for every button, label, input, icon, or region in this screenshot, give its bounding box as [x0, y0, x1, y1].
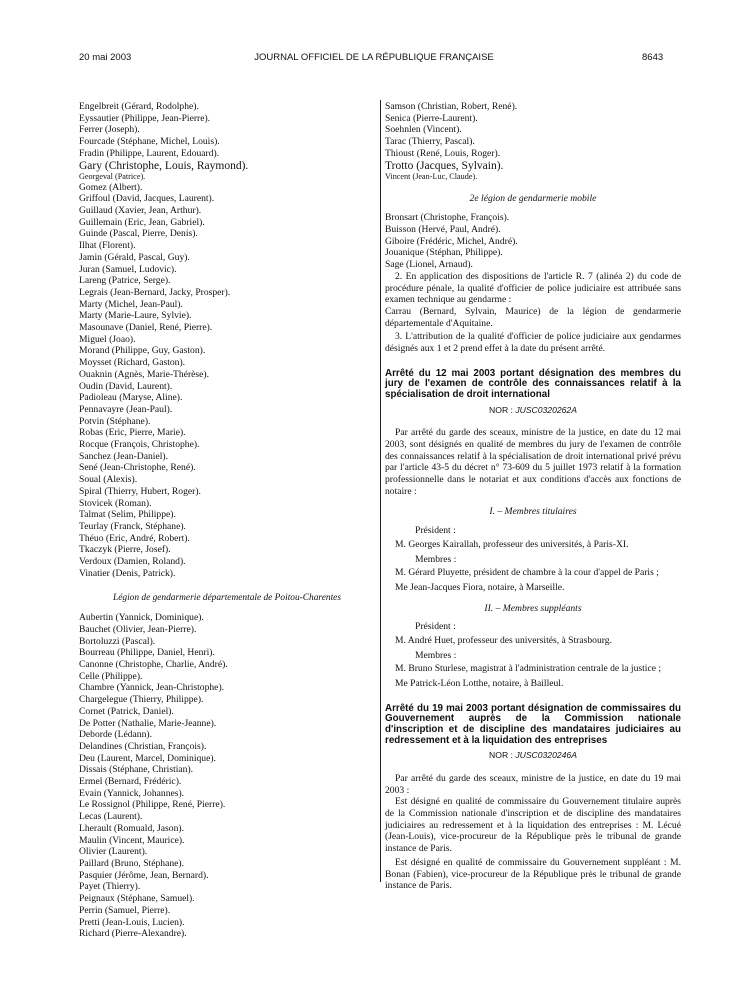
name-entry: Senica (Pierre-Laurent).: [385, 112, 478, 124]
s2-president-label: Président :: [415, 621, 456, 633]
arrete-2-para-2: Est désigné en qualité de commissaire du Gouvernement titulaire auprès de la Commission nationale d'inscription et de discipline des mandataires judiciaires au redressement et à la liquidation des entreprises : M. Lécué (Jean-Louis), vice-procureur de la République près le tribunal de grande instance de Paris.: [385, 796, 681, 855]
name-entry: Perrin (Samuel, Pierre).: [79, 904, 171, 916]
name-entry: Georgeval (Patrice).: [79, 172, 146, 182]
name-entry: Marty (Marie-Laure, Sylvie).: [79, 310, 192, 322]
nor-code: JUSC0320246A: [515, 750, 577, 761]
name-entry: Sanchez (Jean-Daniel).: [79, 450, 168, 462]
name-entry: Talmat (Selim, Philippe).: [79, 509, 176, 521]
name-entry: Cornet (Patrick, Daniel).: [79, 705, 174, 717]
name-entry: Ferrer (Joseph).: [79, 124, 140, 136]
name-entry: Soual (Alexis).: [79, 474, 138, 486]
name-entry: Théuo (Eric, André, Robert).: [79, 532, 190, 544]
name-entry: Evain (Yannick, Johannes).: [79, 787, 185, 799]
name-entry: Morand (Philippe, Guy, Gaston).: [79, 345, 206, 357]
name-entry: Giboire (Frédéric, Michel, André).: [385, 235, 518, 247]
name-entry: Fradin (Philippe, Laurent, Edouard).: [79, 147, 220, 159]
name-entry: Pasquier (Jérôme, Jean, Bernard).: [79, 869, 209, 881]
name-entry: Paillard (Bruno, Stéphane).: [79, 857, 184, 869]
s2-members-label: Membres :: [415, 649, 457, 661]
section-membres-titulaires-label: I. – Membres titulaires: [489, 506, 577, 518]
header-journal-title: JOURNAL OFFICIEL DE LA RÉPUBLIQUE FRANÇAISE: [254, 52, 494, 63]
arrete-2-para-1: Par arrêté du garde des sceaux, ministre de la justice, en date du 19 mai 2003 :: [385, 772, 681, 796]
name-entry: Tarac (Thierry, Pascal).: [385, 136, 475, 148]
name-entry: Jamin (Gérald, Pascal, Guy).: [79, 251, 190, 263]
name-entry: Masounave (Daniel, René, Pierre).: [79, 322, 213, 334]
section-membres-suppleants-label: II. – Membres suppléants: [484, 602, 582, 614]
name-entry: Richard (Pierre-Alexandre).: [79, 928, 187, 940]
name-entry: Jouanique (Stéphan, Philippe).: [385, 247, 503, 259]
name-entry: Chargelegue (Thierry, Philippe).: [79, 694, 204, 706]
name-entry: Peignaux (Stéphane, Samuel).: [79, 893, 195, 905]
header-date: 20 mai 2003: [79, 52, 132, 63]
name-entry: Potvin (Stéphane).: [79, 415, 151, 427]
subheading-gendarmerie-mobile: 2e légion de gendarmerie mobile: [469, 192, 597, 204]
name-entry: Dissais (Stéphane, Christian).: [79, 764, 194, 776]
arrete-2-nor: [385, 750, 681, 762]
name-entry: Juran (Samuel, Ludovic).: [79, 263, 177, 275]
nor-label: NOR :: [489, 750, 513, 761]
name-entry: Rocque (François, Christophe).: [79, 439, 200, 451]
name-entry: Lecas (Laurent).: [79, 811, 143, 823]
name-entry: Tkaczyk (Pierre, Josef).: [79, 544, 171, 556]
name-entry: Guillaud (Xavier, Jean, Arthur).: [79, 205, 202, 217]
name-entry: Chambre (Yannick, Jean-Christophe).: [79, 682, 225, 694]
name-entry: Guinde (Pascal, Pierre, Denis).: [79, 228, 198, 240]
nor-code: JUSC0320262A: [515, 404, 577, 415]
header-page-number: 8643: [642, 52, 664, 63]
name-list-continued-right: [385, 101, 681, 182]
section-membres-suppleants: [385, 603, 681, 615]
arrete-2-title: Arrêté du 19 mai 2003 portant désignation de commissaires du Gouvernement auprès de la Commission nationale d'inscription et de discipline des mandataires judiciaires au redressement et à la liquidation des entreprises: [385, 702, 681, 746]
name-list-poitou-charentes: [79, 612, 375, 940]
name-entry: Bourreau (Philippe, Daniel, Henri).: [79, 647, 215, 659]
name-entry: Vincent (Jean-Luc, Claude).: [385, 172, 478, 182]
name-entry: Moysset (Richard, Gaston).: [79, 357, 186, 369]
name-entry: Marty (Michel, Jean-Paul).: [79, 298, 183, 310]
name-entry: Spiral (Thierry, Hubert, Roger).: [79, 485, 201, 497]
name-entry: Verdoux (Damien, Roland).: [79, 556, 186, 568]
left-column: [79, 101, 375, 940]
subheading-poitou-charentes: Légion de gendarmerie départementale de Poitou-Charentes: [113, 592, 341, 603]
s1-president: M. Georges Kairallah, professeur des universités, à Paris-XI.: [395, 538, 629, 550]
name-list-gendarmerie-mobile: [385, 212, 681, 271]
name-entry: Deborde (Lédann).: [79, 729, 152, 741]
arrete-1-title: Arrêté du 12 mai 2003 portant désignation des membres du jury de l'examen de contrôle des connaissances relatif à la spécialisation de droit international: [385, 367, 681, 400]
name-entry: Bronsart (Christophe, François).: [385, 212, 510, 224]
name-entry: Samson (Christian, Robert, René).: [385, 101, 518, 112]
name-entry: Aubertin (Yannick, Dominique).: [79, 612, 204, 624]
s1-member-2: Me Jean-Jacques Fiora, notaire, à Marseille.: [395, 581, 565, 593]
section-membres-titulaires: [385, 506, 681, 518]
name-entry: Soehnlen (Vincent).: [385, 124, 462, 136]
column-divider: [380, 100, 381, 882]
article-2-intro: 2. En application des dispositions de l'article R. 7 (alinéa 2) du code de procédure pénale, la qualité d'officier de police judiciaire est attribuée sans examen technique au gendarme :: [385, 270, 681, 306]
right-column: [385, 101, 681, 892]
s2-member-2: Me Patrick-Léon Lotthe, notaire, à Bailleul.: [395, 678, 564, 690]
name-entry: Stovicek (Roman).: [79, 497, 152, 509]
name-entry: Deu (Laurent, Marcel, Dominique).: [79, 752, 216, 764]
name-entry: Eyssautier (Philippe, Jean-Pierre).: [79, 112, 211, 124]
article-2-name: Carrau (Bernard, Sylvain, Maurice) de la légion de gendarmerie départementale d'Aquitaine.: [385, 305, 681, 329]
name-entry: Robas (Eric, Pierre, Marie).: [79, 427, 186, 439]
name-entry: Lareng (Patrice, Serge).: [79, 275, 171, 287]
name-entry: Ermel (Bernard, Frédéric).: [79, 776, 182, 788]
name-entry: Le Rossignol (Philippe, René, Pierre).: [79, 799, 226, 811]
name-entry: Buisson (Hervé, Paul, André).: [385, 224, 501, 236]
arrete-1-body: Par arrêté du garde des sceaux, ministre de la justice, en date du 12 mai 2003, sont désignés en qualité de membres du jury de l'examen de contrôle des connaissances relatif à la spécialisation de droit international privé prévu par l'article 43-5 du décret n° 73-609 du 5 juillet 1973 relatif à la formation professionnelle dans le notariat et aux conditions d'accès aux fonctions de notaire :: [385, 427, 681, 497]
name-entry: Ilhat (Florent).: [79, 240, 136, 252]
s1-president-label: Président :: [415, 525, 456, 537]
s2-president: M. André Huet, professeur des universités, à Strasbourg.: [395, 635, 612, 647]
name-entry: Miguel (Joao).: [79, 333, 136, 345]
name-entry: Pennavayre (Jean-Paul).: [79, 403, 173, 415]
name-entry: Pretti (Jean-Louis, Lucien).: [79, 916, 185, 928]
name-entry: Bauchet (Olivier, Jean-Pierre).: [79, 623, 197, 635]
name-entry: Oudin (David, Laurent).: [79, 380, 173, 392]
name-entry: Engelbreit (Gérard, Rodolphe).: [79, 101, 199, 112]
name-entry: Trotto (Jacques, Sylvain).: [385, 159, 504, 172]
arrete-1-nor: [385, 405, 681, 417]
name-entry: Ouaknin (Agnès, Marie-Thérèse).: [79, 368, 209, 380]
s2-member-1: M. Bruno Sturlese, magistrat à l'administration centrale de la justice ;: [395, 663, 662, 675]
s1-members-label: Membres :: [415, 553, 457, 565]
name-entry: Delandines (Christian, François).: [79, 740, 207, 752]
name-entry: Celle (Philippe).: [79, 670, 143, 682]
name-entry: Canonne (Christophe, Charlie, André).: [79, 659, 228, 671]
name-entry: Teurlay (Franck, Stéphane).: [79, 521, 186, 532]
name-entry: Guillemain (Eric, Jean, Gabriel).: [79, 216, 205, 228]
arrete-2-para-3: Est désigné en qualité de commissaire du Gouvernement suppléant : M. Bonan (Fabien), vice-procureur de la République près le tribunal de grande instance de Paris.: [385, 856, 681, 892]
name-entry: Sage (Lionel, Arnaud).: [385, 259, 473, 271]
name-entry: Gomez (Albert).: [79, 181, 143, 193]
name-entry: Sené (Jean-Christophe, René).: [79, 462, 196, 474]
name-entry: Griffoul (David, Jacques, Laurent).: [79, 193, 215, 205]
name-entry: Thioust (René, Louis, Roger).: [385, 147, 501, 159]
name-entry: De Potter (Nathalie, Marie-Jeanne).: [79, 717, 217, 729]
name-entry: Gary (Christophe, Louis, Raymond).: [79, 159, 249, 172]
name-entry: Vinatier (Denis, Patrick).: [79, 567, 176, 579]
name-entry: Legrais (Jean-Bernard, Jacky, Prosper).: [79, 286, 231, 298]
nor-label: NOR :: [489, 404, 513, 415]
name-entry: Padioleau (Maryse, Aline).: [79, 392, 183, 404]
name-entry: Bortoluzzi (Pascal).: [79, 635, 156, 647]
name-entry: Payet (Thierry).: [79, 881, 141, 893]
name-entry: Maulin (Vincent, Maurice).: [79, 834, 185, 846]
name-list-continued: [79, 101, 375, 580]
article-3: 3. L'attribution de la qualité d'officier de police judiciaire aux gendarmes désignés aux 1 et 2 prend effet à la date du présent arrêté.: [385, 331, 681, 355]
name-entry: Fourcade (Stéphane, Michel, Louis).: [79, 136, 220, 148]
name-entry: Olivier (Laurent).: [79, 846, 148, 858]
name-entry: Lherault (Romuald, Jason).: [79, 822, 184, 834]
s1-member-1: M. Gérard Pluyette, président de chambre à la cour d'appel de Paris ;: [395, 567, 659, 579]
